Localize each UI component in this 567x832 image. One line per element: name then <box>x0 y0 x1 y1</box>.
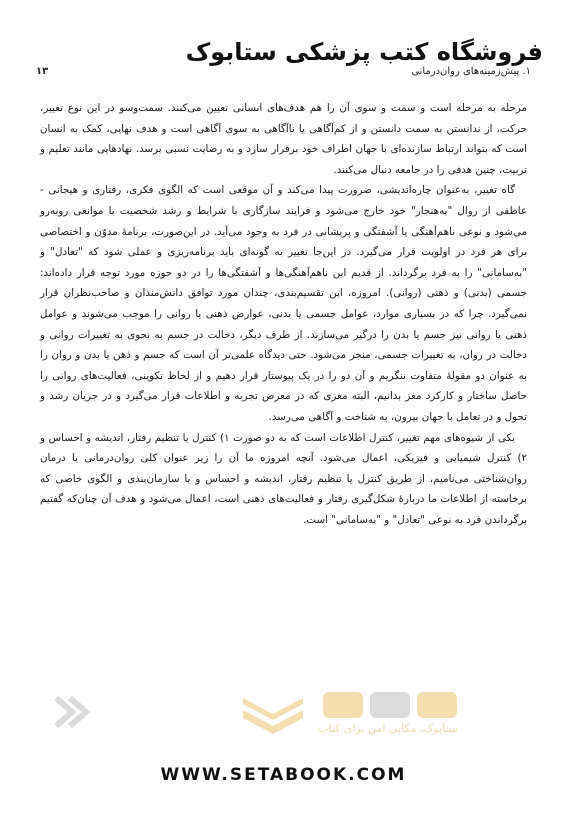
store-title: فروشگاه کتب پزشکی ستابوک <box>185 38 543 66</box>
page-number: ۱۳ <box>36 66 49 77</box>
running-head <box>36 66 531 80</box>
setabook-watermark <box>48 688 528 748</box>
page-body <box>40 98 527 530</box>
chapter-title: ۱. پیش‌زمینه‌های روان‌درمانی <box>411 66 531 77</box>
setabook-logo-icon <box>48 688 528 748</box>
watermark-text: ستابوک، مکانی امن برای کتاب <box>318 722 458 735</box>
website-url: WWW.SETABOOK.COM <box>160 765 407 785</box>
paragraph-1: مرحله به مرحله است و سمت و سوی آن را هم هدف‌های انسانی تعیین می‌کنند. سمت‌وسو در این نوع تغییر، حرکت، از ندانستن به سمت دانستن و از کم‌آگاهی یا ناآگاهی به سوی آگاهی است و هدف نهایی، کمک به انسان است که بتواند ارتباط سازنده‌ای با جهان اطراف خود برقرار سازد و به رضایت نسبی برسد. نهادهایی مانند تعلیم و تربیت، چنین هدفی را در جامعه دنبال می‌کنند. <box>40 102 527 176</box>
paragraph-3: یکی از شیوه‌های مهم تغییر، کنترل اطلاعات است که به دو صورت ۱) کنترل یا تنظیم رفتار، اندیشه و احساس و ۲) کنترل شیمیایی و فیزیکی، اعمال می‌شود. آنچه امروزه ما آن را زیر عنوان کلی روان‌درمانی یا درمان روان‌شناختی می‌نامیم، از طریق کنترل یا تنظیم رفتار، اندیشه و احساس و با سازمان‌بندی و الگوی خاصی که برخاسته از اطلاعات ما دربارهٔ شکل‌گیری رفتار و فعالیت‌های ذهنی است، اعمال می‌شود و هدف آن چنان‌که گفتیم برگرداندن فرد به نوعی "تعادل" و "به‌سامانی" است. <box>40 431 527 526</box>
paragraph-2: گاه تغییر، به‌عنوان چاره‌اندیشی، ضرورت پیدا می‌کند و آن موقعی است که الگوی فکری، رفتاری و هیجانی - عاطفی از روال "به‌هنجار" خود خارج می‌شود و فرایند سازگاری با شرایط و رشد شخصیت با موانعی روبه‌رو می‌شود و نوعی ناهم‌آهنگی یا آشفتگی و پریشانی در فرد به وجود می‌آید. در این‌صورت، برنامهٔ مدوّن و اختصاصی برای هر فرد در اولویت قرار می‌گیرد. در این‌جا تغییر به گونه‌ای باید برنامه‌ریزی و عملی شود که "تعادل" و "به‌سامانی" را به فرد برگرداند. از قدیم این ناهم‌آهنگی‌ها و آشفتگی‌ها را در دو حوزه مورد توجه قرار داده‌اند: جسمی (بدنی) و ذهنی (روانی). امروزه، این تقسیم‌بندی، چندان مورد توافق دانش‌مندان و صاحب‌نظران قرار نمی‌گیرد. چرا که در بسیاری موارد، عوامل جسمی یا بدنی، عوارض ذهنی یا روانی را موجب می‌شوند و عوامل ذهنی یا روانی نیز جسم یا بدن را درگیر می‌سازند. از طرف دیگر، دخالت در جسم به نحوی به تغییرات روانی و دخالت در روان، به تغییرات جسمی، منجر می‌شود. حتی دیدگاه علمی‌تر آن است که جسم و ذهن یا بدن و روان را به عنوان دو مقولهٔ متفاوت ننگریم و آن دو را در یک پیوستار قرار دهیم و از لحاظ تکوینی، فعالیت‌های روانی را حاصل ساختار و کارکرد مغز بدانیم، البته مغزی که در معرض تجربه و اطلاعات قرار می‌گیرد و در جریان رشد و تحول و در تعامل با جهان بیرون، به شناخت و آگاهی می‌رسد. <box>40 184 527 423</box>
